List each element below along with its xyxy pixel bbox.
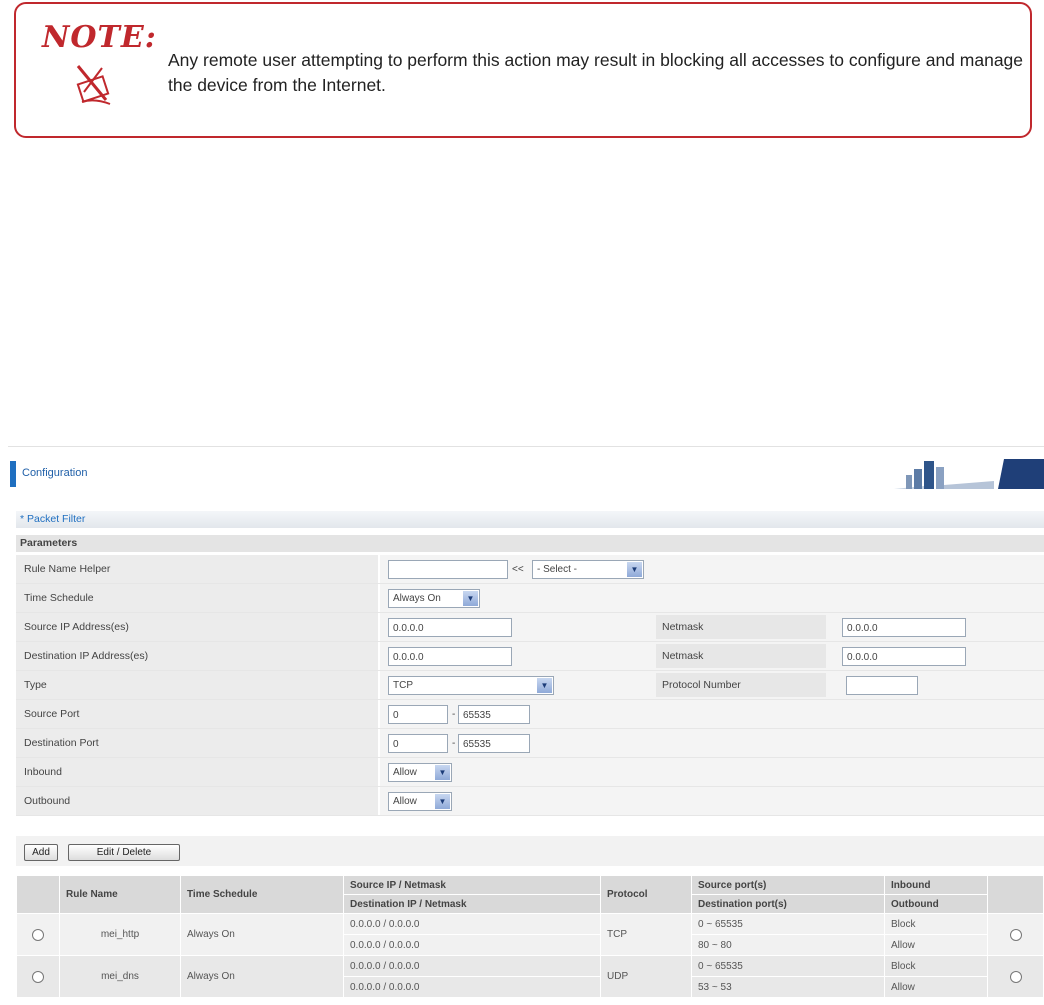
outbound-cell: Allow <box>885 935 988 956</box>
dest-ip-input[interactable]: 0.0.0.0 <box>388 647 512 666</box>
source-port-label: Source Port <box>16 700 378 728</box>
inbound-cell: Block <box>885 956 988 977</box>
edit-delete-button[interactable]: Edit / Delete <box>68 844 180 861</box>
dest-ip-row <box>16 642 1044 671</box>
rule-name-row <box>16 555 1044 584</box>
parameters-heading: Parameters <box>16 535 1044 552</box>
table-header-row <box>17 876 1044 895</box>
panel-header <box>8 447 1044 503</box>
source-port-to-input[interactable]: 65535 <box>458 705 530 724</box>
chevron-down-icon: ▼ <box>537 678 552 693</box>
header-accent-bar <box>10 461 16 487</box>
config-panel <box>8 446 1044 1005</box>
helper-arrow: << <box>512 564 524 575</box>
col-dest-port: Destination port(s) <box>692 895 885 914</box>
protocol-cell: TCP <box>601 914 692 956</box>
row-action-radio[interactable] <box>1010 971 1022 983</box>
rule-name-cell: mei_dns <box>60 956 181 998</box>
schedule-cell: Always On <box>181 914 344 956</box>
inbound-label: Inbound <box>16 758 378 786</box>
dest-netmask-label: Netmask <box>656 644 826 668</box>
row-select-radio[interactable] <box>32 971 44 983</box>
source-port-cell: 0 ~ 65535 <box>692 956 885 977</box>
protocol-cell: UDP <box>601 956 692 998</box>
type-select[interactable]: TCP ▼ <box>388 676 554 695</box>
rules-table <box>16 875 1044 998</box>
col-source-port: Source port(s) <box>692 876 885 895</box>
type-label: Type <box>16 671 378 699</box>
pen-note-icon <box>72 62 118 108</box>
row-action-radio[interactable] <box>1010 929 1022 941</box>
dest-port-row <box>16 729 1044 758</box>
page-title: Configuration <box>22 467 88 479</box>
time-schedule-select[interactable]: Always On ▼ <box>388 589 480 608</box>
time-schedule-row <box>16 584 1044 613</box>
chevron-down-icon: ▼ <box>435 765 450 780</box>
range-separator: - <box>452 738 456 749</box>
source-port-cell: 0 ~ 65535 <box>692 914 885 935</box>
dest-port-label: Destination Port <box>16 729 378 757</box>
outbound-select[interactable]: Allow ▼ <box>388 792 452 811</box>
schedule-cell: Always On <box>181 956 344 998</box>
source-ip-row <box>16 613 1044 642</box>
dest-port-from-input[interactable]: 0 <box>388 734 448 753</box>
dest-port-to-input[interactable]: 65535 <box>458 734 530 753</box>
chevron-down-icon: ▼ <box>627 562 642 577</box>
type-row <box>16 671 1044 700</box>
section-title: * Packet Filter <box>16 511 1044 528</box>
rule-name-cell: mei_http <box>60 914 181 956</box>
rule-name-input[interactable] <box>388 560 508 579</box>
dest-cell: 0.0.0.0 / 0.0.0.0 <box>344 935 601 956</box>
source-netmask-input[interactable]: 0.0.0.0 <box>842 618 966 637</box>
outbound-row <box>16 787 1044 816</box>
col-rule-name: Rule Name <box>60 876 181 914</box>
col-outbound: Outbound <box>885 895 988 914</box>
col-protocol: Protocol <box>601 876 692 914</box>
dest-port-cell: 53 ~ 53 <box>692 977 885 998</box>
col-time-schedule: Time Schedule <box>181 876 344 914</box>
table-row <box>17 914 1044 935</box>
source-netmask-label: Netmask <box>656 615 826 639</box>
button-bar <box>16 836 1044 866</box>
note-title: NOTE: <box>42 20 157 55</box>
dest-cell: 0.0.0.0 / 0.0.0.0 <box>344 977 601 998</box>
dest-port-cell: 80 ~ 80 <box>692 935 885 956</box>
outbound-label: Outbound <box>16 787 378 815</box>
dest-netmask-input[interactable]: 0.0.0.0 <box>842 647 966 666</box>
source-cell: 0.0.0.0 / 0.0.0.0 <box>344 914 601 935</box>
source-ip-input[interactable]: 0.0.0.0 <box>388 618 512 637</box>
source-port-from-input[interactable]: 0 <box>388 705 448 724</box>
rule-name-label: Rule Name Helper <box>16 555 378 583</box>
outbound-cell: Allow <box>885 977 988 998</box>
time-schedule-label: Time Schedule <box>16 584 378 612</box>
range-separator: - <box>452 709 456 720</box>
source-ip-label: Source IP Address(es) <box>16 613 378 641</box>
source-port-row <box>16 700 1044 729</box>
inbound-cell: Block <box>885 914 988 935</box>
dest-ip-label: Destination IP Address(es) <box>16 642 378 670</box>
chevron-down-icon: ▼ <box>463 591 478 606</box>
note-box <box>14 2 1032 138</box>
protocol-number-input[interactable] <box>846 676 918 695</box>
protocol-number-label: Protocol Number <box>656 673 826 697</box>
source-cell: 0.0.0.0 / 0.0.0.0 <box>344 956 601 977</box>
add-button[interactable]: Add <box>24 844 58 861</box>
brand-banner-icon <box>894 455 1044 491</box>
col-inbound: Inbound <box>885 876 988 895</box>
note-text: Any remote user attempting to perform this action may result in blocking all accesses to configure and manage the device from the Internet. <box>168 50 1024 95</box>
chevron-down-icon: ▼ <box>435 794 450 809</box>
table-row <box>17 956 1044 977</box>
inbound-select[interactable]: Allow ▼ <box>388 763 452 782</box>
col-dest-ip: Destination IP / Netmask <box>344 895 601 914</box>
inbound-row <box>16 758 1044 787</box>
row-select-radio[interactable] <box>32 929 44 941</box>
col-source-ip: Source IP / Netmask <box>344 876 601 895</box>
helper-select[interactable]: - Select - ▼ <box>532 560 644 579</box>
